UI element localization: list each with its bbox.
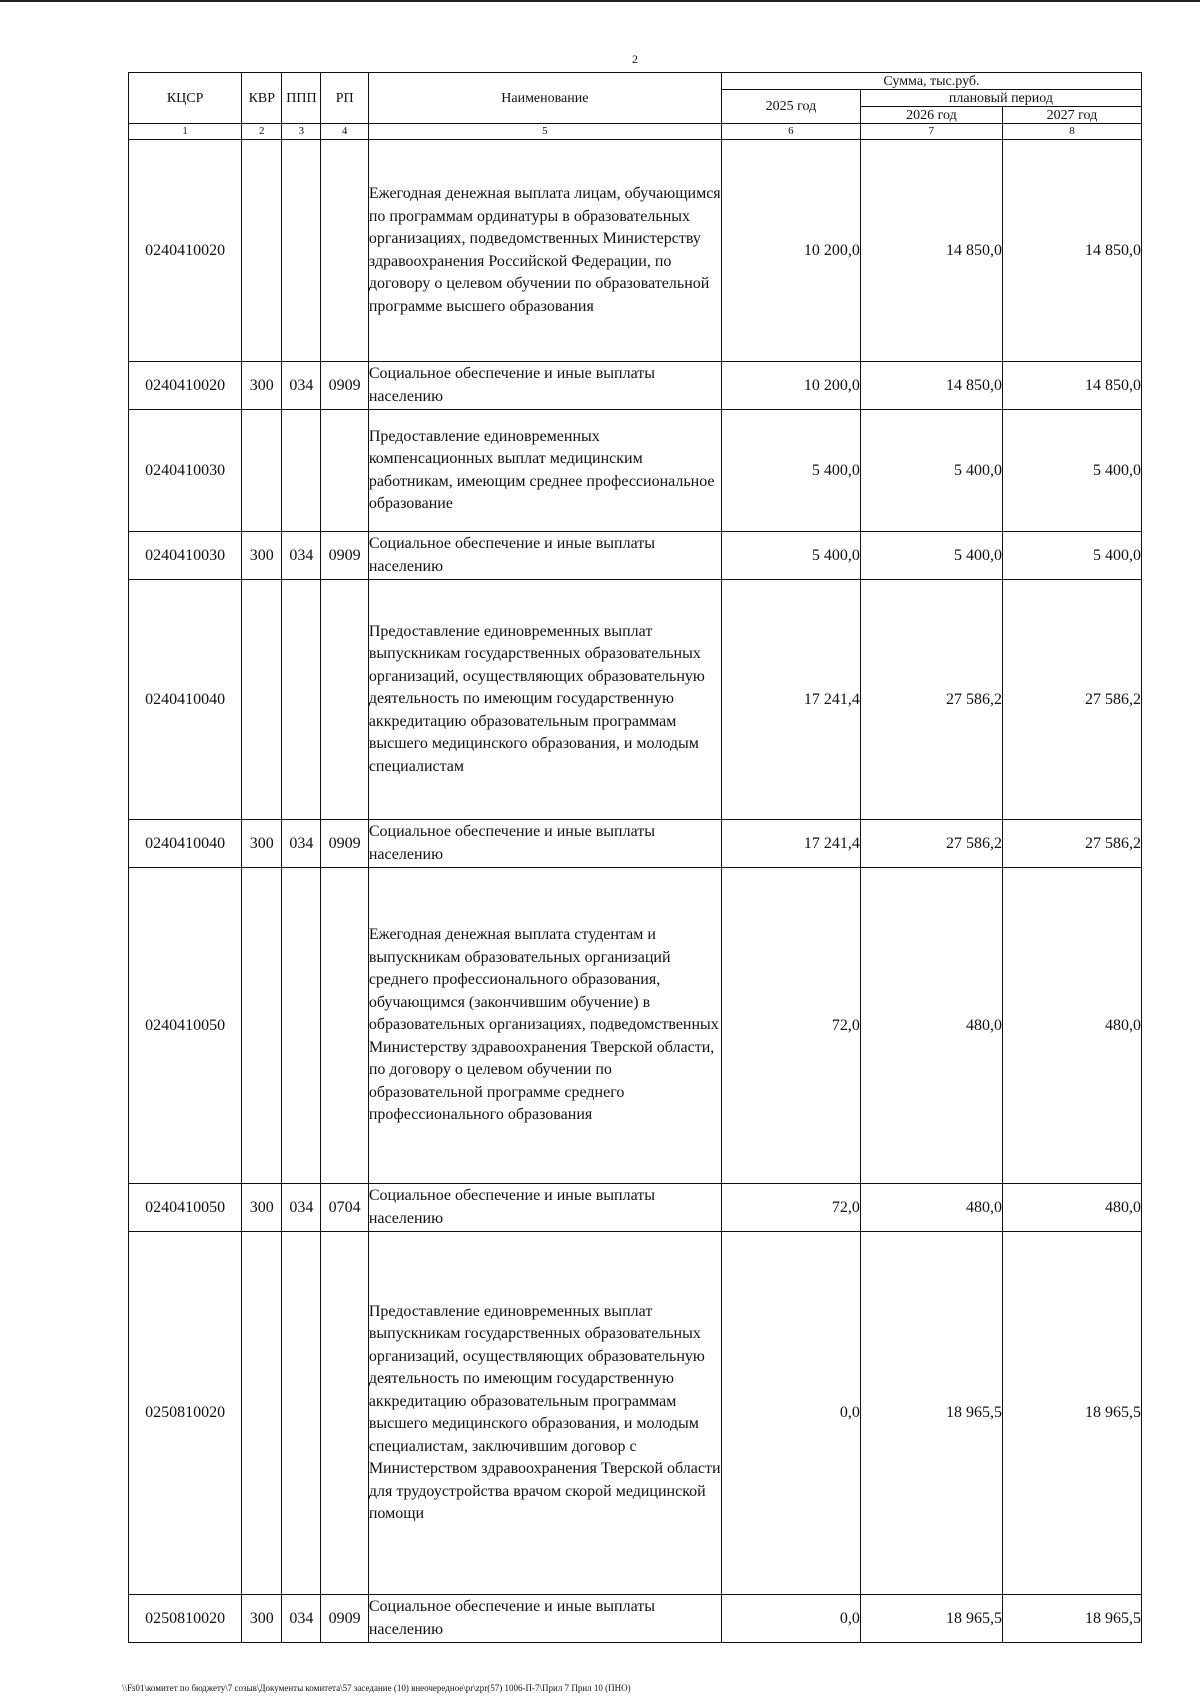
table-row (129, 410, 1142, 532)
rp-cell: 0909 (321, 362, 368, 410)
column-number: 6 (721, 124, 860, 140)
ppp-cell: 034 (282, 362, 321, 410)
name-cell: Социальное обеспечение и иные выплаты населению (368, 532, 721, 580)
kcsr-cell: 0240410050 (129, 1184, 242, 1232)
header-planned-period: плановый период (860, 90, 1141, 107)
table-row (129, 820, 1142, 868)
kvr-cell: 300 (242, 1184, 282, 1232)
name-cell: Предоставление единовременных компенсационных выплат медицинским работникам, имеющим среднее профессиональное образование (368, 410, 721, 532)
kcsr-cell: 0240410040 (129, 820, 242, 868)
column-number: 3 (282, 124, 321, 140)
kcsr-cell: 0240410040 (129, 580, 242, 820)
ppp-cell (282, 868, 321, 1184)
column-number: 7 (860, 124, 1002, 140)
column-number: 4 (321, 124, 368, 140)
kvr-cell (242, 580, 282, 820)
column-number: 8 (1002, 124, 1141, 140)
amount-2026-cell: 5 400,0 (860, 532, 1002, 580)
header-ppp: ППП (282, 73, 321, 124)
ppp-cell (282, 1232, 321, 1595)
header-sum: Сумма, тыс.руб. (721, 73, 1141, 90)
amount-2025-cell: 5 400,0 (721, 532, 860, 580)
table-row (129, 580, 1142, 820)
header-2027: 2027 год (1002, 107, 1141, 124)
amount-2025-cell: 72,0 (721, 1184, 860, 1232)
kvr-cell (242, 410, 282, 532)
rp-cell (321, 1232, 368, 1595)
ppp-cell (282, 580, 321, 820)
header-rp: РП (321, 73, 368, 124)
rp-cell (321, 580, 368, 820)
kvr-cell: 300 (242, 820, 282, 868)
amount-2025-cell: 5 400,0 (721, 410, 860, 532)
amount-2026-cell: 27 586,2 (860, 580, 1002, 820)
rp-cell (321, 140, 368, 362)
kcsr-cell: 0240410030 (129, 410, 242, 532)
amount-2027-cell: 14 850,0 (1002, 362, 1141, 410)
column-number-row (129, 124, 1142, 140)
amount-2026-cell: 27 586,2 (860, 820, 1002, 868)
ppp-cell (282, 410, 321, 532)
top-border-line (0, 0, 1200, 2)
name-cell: Социальное обеспечение и иные выплаты населению (368, 820, 721, 868)
header-kvr: КВР (242, 73, 282, 124)
amount-2025-cell: 0,0 (721, 1232, 860, 1595)
amount-2025-cell: 10 200,0 (721, 362, 860, 410)
kcsr-cell: 0240410020 (129, 140, 242, 362)
table-row (129, 532, 1142, 580)
table-row (129, 140, 1142, 362)
table-row (129, 1184, 1142, 1232)
name-cell: Социальное обеспечение и иные выплаты населению (368, 1595, 721, 1643)
name-cell: Ежегодная денежная выплата лицам, обучающимся по программам ординатуры в образовательных организациях, подведомственных Министерству здравоохранения Российской Федерации, по договору о целевом обучении по образовательной программе высшего образования (368, 140, 721, 362)
kvr-cell: 300 (242, 532, 282, 580)
amount-2027-cell: 480,0 (1002, 868, 1141, 1184)
name-cell: Предоставление единовременных выплат выпускникам государственных образовательных организаций, осуществляющих образовательную деятельность по имеющим государственную аккредитацию образовательным программам высшего медицинского образования, и молодым специалистам, заключившим договор с Министерством здравоохранения Тверской области для трудоустройства врачом скорой медицинской помощи (368, 1232, 721, 1595)
column-number: 1 (129, 124, 242, 140)
amount-2026-cell: 14 850,0 (860, 362, 1002, 410)
header-name: Наименование (368, 73, 721, 124)
amount-2027-cell: 5 400,0 (1002, 532, 1141, 580)
kcsr-cell: 0240410050 (129, 868, 242, 1184)
amount-2025-cell: 10 200,0 (721, 140, 860, 362)
amount-2027-cell: 480,0 (1002, 1184, 1141, 1232)
kvr-cell: 300 (242, 362, 282, 410)
rp-cell (321, 410, 368, 532)
amount-2026-cell: 480,0 (860, 1184, 1002, 1232)
table-row (129, 868, 1142, 1184)
rp-cell: 0909 (321, 532, 368, 580)
header-2025: 2025 год (721, 90, 860, 124)
rp-cell: 0909 (321, 820, 368, 868)
name-cell: Социальное обеспечение и иные выплаты населению (368, 362, 721, 410)
kvr-cell (242, 868, 282, 1184)
amount-2026-cell: 18 965,5 (860, 1595, 1002, 1643)
amount-2025-cell: 0,0 (721, 1595, 860, 1643)
footer-file-path: \\Fs01\комитет по бюджету\7 созыв\Документы комитета\57 заседание (10) внеочередное\pr\zpr(57) 1006-П-7\Прил 7 Прил 10 (ПНО) (122, 1683, 631, 1693)
header-kcsr: КЦСР (129, 73, 242, 124)
page-number: 2 (632, 52, 638, 66)
amount-2025-cell: 17 241,4 (721, 580, 860, 820)
amount-2027-cell: 14 850,0 (1002, 140, 1141, 362)
rp-cell: 0704 (321, 1184, 368, 1232)
table-row (129, 1232, 1142, 1595)
ppp-cell: 034 (282, 532, 321, 580)
amount-2026-cell: 18 965,5 (860, 1232, 1002, 1595)
budget-table (128, 72, 1142, 1643)
amount-2027-cell: 27 586,2 (1002, 820, 1141, 868)
kcsr-cell: 0250810020 (129, 1232, 242, 1595)
amount-2026-cell: 480,0 (860, 868, 1002, 1184)
amount-2025-cell: 72,0 (721, 868, 860, 1184)
kvr-cell (242, 1232, 282, 1595)
kcsr-cell: 0240410030 (129, 532, 242, 580)
rp-cell: 0909 (321, 1595, 368, 1643)
rp-cell (321, 868, 368, 1184)
ppp-cell: 034 (282, 1184, 321, 1232)
name-cell: Ежегодная денежная выплата студентам и выпускникам образовательных организаций среднего профессионального образования, обучающимся (закончившим обучение) в образовательных организациях, подведомственных Министерству здравоохранения Тверской области, по договору о целевом обучении по образовательной программе среднего профессионального образования (368, 868, 721, 1184)
name-cell: Предоставление единовременных выплат выпускникам государственных образовательных организаций, осуществляющих образовательную деятельность по имеющим государственную аккредитацию образовательным программам высшего медицинского образования, и молодым специалистам (368, 580, 721, 820)
column-number: 5 (368, 124, 721, 140)
name-cell: Социальное обеспечение и иные выплаты населению (368, 1184, 721, 1232)
table-row (129, 1595, 1142, 1643)
amount-2027-cell: 18 965,5 (1002, 1232, 1141, 1595)
kcsr-cell: 0250810020 (129, 1595, 242, 1643)
header-2026: 2026 год (860, 107, 1002, 124)
table-row (129, 362, 1142, 410)
ppp-cell: 034 (282, 1595, 321, 1643)
ppp-cell: 034 (282, 820, 321, 868)
kvr-cell (242, 140, 282, 362)
column-number: 2 (242, 124, 282, 140)
amount-2027-cell: 18 965,5 (1002, 1595, 1141, 1643)
amount-2027-cell: 5 400,0 (1002, 410, 1141, 532)
kcsr-cell: 0240410020 (129, 362, 242, 410)
kvr-cell: 300 (242, 1595, 282, 1643)
amount-2025-cell: 17 241,4 (721, 820, 860, 868)
amount-2026-cell: 5 400,0 (860, 410, 1002, 532)
ppp-cell (282, 140, 321, 362)
amount-2027-cell: 27 586,2 (1002, 580, 1141, 820)
amount-2026-cell: 14 850,0 (860, 140, 1002, 362)
